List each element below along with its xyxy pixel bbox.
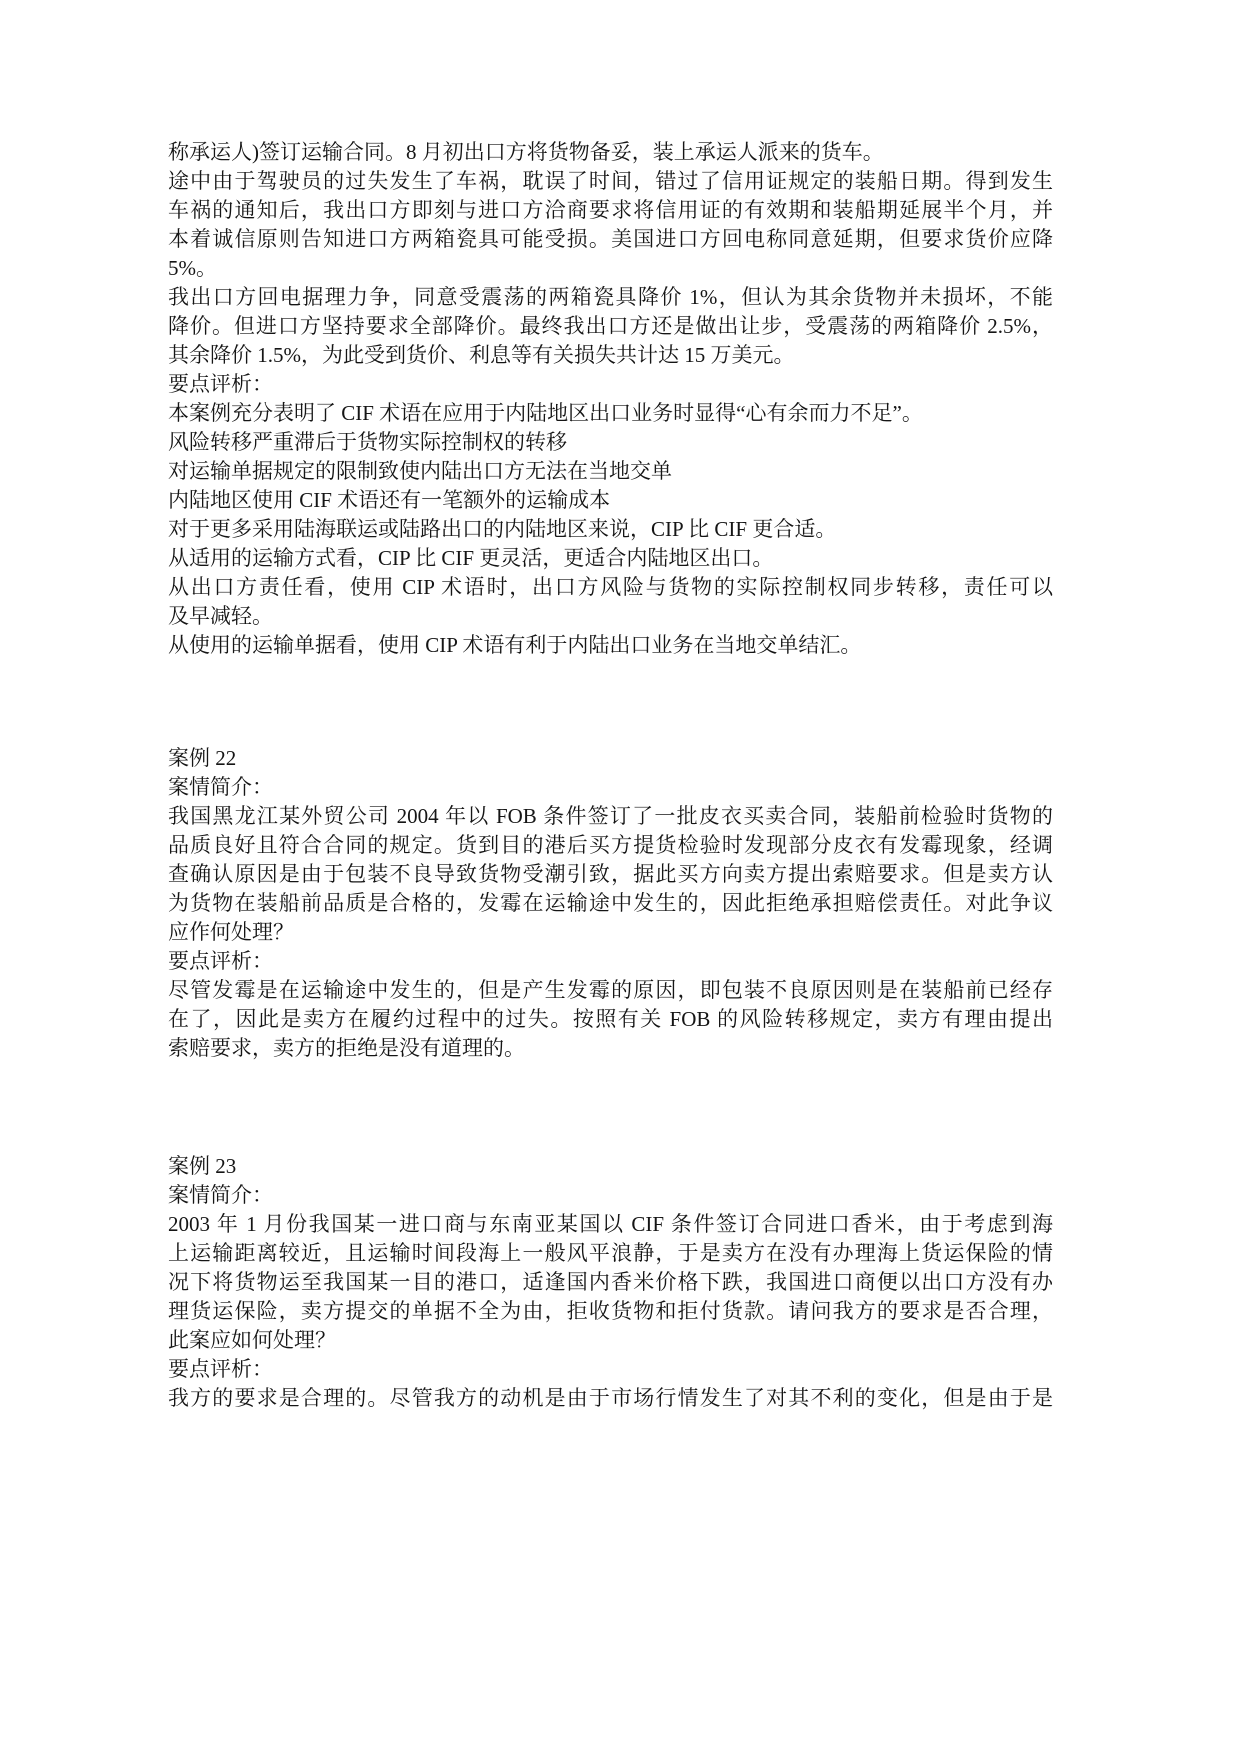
analysis-line: 对运输单据规定的限制致使内陆出口方无法在当地交单: [168, 459, 672, 483]
intro-line: 应作何处理？: [168, 920, 294, 944]
narrative-line: 5%。: [168, 256, 217, 280]
narrative-line: 其余降价 1.5%，为此受到货价、利息等有关损失共计达 15 万美元。: [168, 343, 795, 367]
analysis-line: 内陆地区使用 CIF 术语还有一笔额外的运输成本: [168, 488, 611, 512]
narrative-line: 车祸的通知后，我出口方即刻与进口方洽商要求将信用证的有效期和装船期延展半个月，并: [168, 198, 1053, 222]
analysis-line: 对于更多采用陆海联运或陆路出口的内陆地区来说，CIP 比 CIF 更合适。: [168, 517, 837, 541]
analysis-label: 要点评析：: [168, 372, 273, 396]
case-22-section: [168, 744, 1053, 1063]
intro-label: 案情简介：: [168, 775, 273, 799]
intro-line: 上运输距离较近，且运输时间段海上一般风平浪静，于是卖方在没有办理海上货运保险的情: [168, 1241, 1053, 1265]
narrative-line: 称承运人)签订运输合同。8 月初出口方将货物备妥，装上承运人派来的货车。: [168, 140, 884, 164]
case-title: 案例 22: [168, 746, 237, 770]
case-23-section: [168, 1152, 1053, 1413]
intro-line: 此案应如何处理？: [168, 1328, 336, 1352]
intro-line: 品质良好且符合合同的规定。货到目的港后买方提货检验时发现部分皮衣有发霉现象，经调: [168, 833, 1053, 857]
analysis-line: 及早减轻。: [168, 604, 273, 628]
analysis-line: 索赔要求，卖方的拒绝是没有道理的。: [168, 1036, 525, 1060]
intro-line: 我国黑龙江某外贸公司 2004 年以 FOB 条件签订了一批皮衣买卖合同，装船前检验时货物的: [168, 804, 1053, 828]
intro-line: 2003 年 1 月份我国某一进口商与东南亚某国以 CIF 条件签订合同进口香米，由于考虑到海: [168, 1212, 1053, 1236]
narrative-line: 我出口方回电据理力争，同意受震荡的两箱瓷具降价 1%，但认为其余货物并未损坏，不能: [168, 285, 1053, 309]
analysis-line: 从适用的运输方式看，CIP 比 CIF 更灵活，更适合内陆地区出口。: [168, 546, 774, 570]
intro-label: 案情简介：: [168, 1183, 273, 1207]
analysis-line: 从出口方责任看，使用 CIP 术语时，出口方风险与货物的实际控制权同步转移，责任可以: [168, 575, 1053, 599]
analysis-line: 风险转移严重滞后于货物实际控制权的转移: [168, 430, 567, 454]
analysis-line: 尽管发霉是在运输途中发生的，但是产生发霉的原因，即包装不良原因则是在装船前已经存: [168, 978, 1053, 1002]
analysis-line: 在了，因此是卖方在履约过程中的过失。按照有关 FOB 的风险转移规定，卖方有理由提出: [168, 1007, 1053, 1031]
intro-line: 况下将货物运至我国某一目的港口，适逢国内香米价格下跌，我国进口商便以出口方没有办: [168, 1270, 1053, 1294]
analysis-line: 本案例充分表明了 CIF 术语在应用于内陆地区出口业务时显得“心有余而力不足”。: [168, 401, 923, 425]
narrative-line: 本着诚信原则告知进口方两箱瓷具可能受损。美国进口方回电称同意延期，但要求货价应降: [168, 227, 1053, 251]
intro-line: 查确认原因是由于包装不良导致货物受潮引致，据此买方向卖方提出索赔要求。但是卖方认: [168, 862, 1053, 886]
analysis-line: 从使用的运输单据看，使用 CIP 术语有利于内陆出口业务在当地交单结汇。: [168, 633, 862, 657]
narrative-line: 降价。但进口方坚持要求全部降价。最终我出口方还是做出让步，受震荡的两箱降价 2.5%，: [168, 314, 1053, 338]
narrative-line: 途中由于驾驶员的过失发生了车祸，耽误了时间，错过了信用证规定的装船日期。得到发生: [168, 169, 1053, 193]
analysis-label: 要点评析：: [168, 949, 273, 973]
continued-case-section: [168, 138, 1053, 660]
analysis-label: 要点评析：: [168, 1357, 273, 1381]
intro-line: 理货运保险，卖方提交的单据不全为由，拒收货物和拒付货款。请问我方的要求是否合理，: [168, 1299, 1053, 1323]
intro-line: 为货物在装船前品质是合格的，发霉在运输途中发生的，因此拒绝承担赔偿责任。对此争议: [168, 891, 1053, 915]
analysis-line: 我方的要求是合理的。尽管我方的动机是由于市场行情发生了对其不利的变化，但是由于是: [168, 1386, 1053, 1410]
case-title: 案例 23: [168, 1154, 237, 1178]
